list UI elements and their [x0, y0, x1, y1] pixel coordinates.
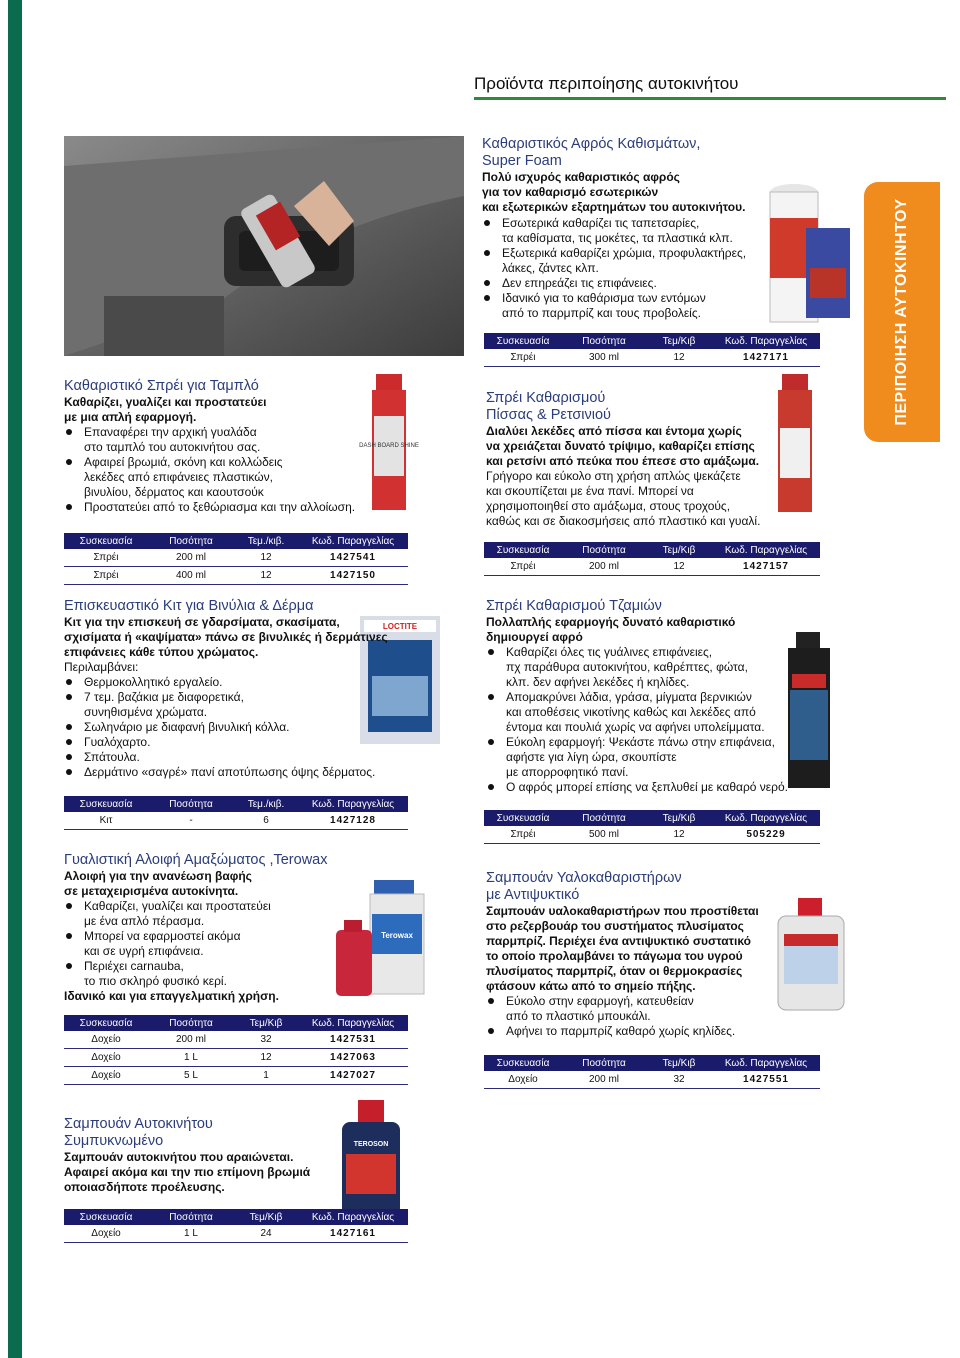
col-header: Συσκευασία	[64, 796, 148, 812]
col-header: Κωδ. Παραγγελίας	[712, 810, 820, 826]
bullet-line: και αποθέσεις νικοτίνης καθώς και λεκέδες από	[506, 705, 756, 719]
bullet-line: Επαναφέρει την αρχική γυαλάδα	[84, 425, 257, 439]
col-header: Κωδ. Παραγγελίας	[712, 333, 820, 349]
bullet-line: 7 τεμ. βαζάκια με διαφορετικά,	[84, 690, 244, 704]
bullet-item	[486, 994, 786, 1024]
table-header	[484, 542, 820, 558]
washer-desc-6: φτάσουν κάτω από το σημείο πήξης.	[486, 979, 696, 993]
tar-spray-section	[486, 390, 776, 529]
bullet-line: έντομα και πουλιά χωρίς να αφήνει υπολείμματα.	[506, 720, 765, 734]
table-row	[484, 1071, 820, 1089]
col-header: Ποσότητα	[562, 542, 646, 558]
col-header: Τεμ/Κιβ	[646, 810, 712, 826]
polish-title: Γυαλιστική Αλοιφή Αμαξώματος ,Terowax	[64, 852, 328, 868]
left-margin-outer	[0, 0, 8, 1358]
col-header: Κωδ. Παραγγελίας	[712, 1055, 820, 1071]
shampoo-table	[64, 1209, 408, 1243]
bullet-line: Περιέχει carnauba,	[84, 959, 184, 973]
col-header: Κωδ. Παραγγελίας	[298, 1015, 408, 1031]
washer-table	[484, 1055, 820, 1089]
cell: 1	[234, 1067, 298, 1085]
col-header: Τεμ/Κιβ	[234, 1209, 298, 1225]
glass-spray-section	[486, 598, 806, 795]
cell: 1427531	[298, 1031, 408, 1049]
left-color-strip	[8, 0, 22, 1358]
bullet-item	[64, 765, 424, 780]
cell: 24	[234, 1225, 298, 1243]
repair-desc-2: σχισίματα ή «καψίματα» πάνω σε βινυλικές ή δερμάτινες	[64, 630, 388, 644]
bullet-line: Ιδανικό για το καθάρισμα των εντόμων	[502, 291, 706, 305]
bullet-line: Σωληνάριο με διαφανή βινυλική κόλλα.	[84, 720, 290, 734]
bullet-line: στο ταμπλό του αυτοκινήτου σας.	[84, 440, 261, 454]
dashboard-photo	[64, 136, 464, 356]
bullet-line: Αφήνει το παρμπρίζ καθαρό χωρίς κηλίδες.	[506, 1024, 736, 1038]
bullet-item	[486, 645, 806, 690]
bullet-line: τα καθίσματα, τις μοκέτες, τα πλαστικά κλπ.	[502, 231, 733, 245]
table-row	[484, 558, 820, 576]
cell: Δοχείο	[64, 1031, 148, 1049]
cell: Σπρέι	[64, 549, 148, 567]
polish-desc-1: Αλοιφή για την ανανέωση βαφής	[64, 869, 252, 883]
table-row	[64, 812, 408, 830]
table-row	[64, 1049, 408, 1067]
shampoo-desc-2: Αφαιρεί ακόμα και την πιο επίμονη βρωμιά	[64, 1165, 311, 1179]
repair-kit-title: Επισκευαστικό Κιτ για Βινύλια & Δέρμα	[64, 598, 314, 614]
tar-spray-title: Σπρέι Καθαρισμού	[486, 390, 606, 406]
bullet-line: με ένα απλό πέρασμα.	[84, 914, 205, 928]
tar-spray-table	[484, 542, 820, 576]
tar-body-3: χρησιμοποιηθεί στο αμάξωμα, στους τροχούς,	[486, 499, 731, 513]
repair-kit-section	[64, 598, 424, 780]
cell: 12	[646, 558, 712, 576]
cell: Σπρέι	[484, 558, 562, 576]
bullet-line: Εξωτερικά καθαρίζει χρώμια, προφυλακτήρες,	[502, 246, 747, 260]
cell: 12	[234, 549, 298, 567]
table-header	[484, 1055, 820, 1071]
side-banner-text: ΠΕΡΙΠΟΙΗΣΗ ΑΥΤΟΚΙΝΗΤΟΥ	[893, 198, 910, 426]
cell: 300 ml	[562, 349, 646, 367]
bullet-item	[64, 735, 424, 750]
bullet-line: με απορροφητικό πανί.	[506, 765, 629, 779]
dashboard-spray-section	[64, 378, 364, 515]
repair-brand: LOCTITE	[382, 622, 418, 631]
cell: 200 ml	[562, 558, 646, 576]
bullet-line: αφήστε για λίγη ώρα, σκουπίστε	[506, 750, 677, 764]
table-row	[64, 1225, 408, 1243]
cell: 5 L	[148, 1067, 234, 1085]
bullet-line: βινυλίου, δέρματος και καουτσούκ	[84, 485, 264, 499]
cell: 32	[646, 1071, 712, 1089]
repair-kit-table	[64, 796, 408, 830]
bullet-item	[486, 1024, 786, 1039]
repair-desc-1: Κιτ για την επισκευή σε γδαρσίματα, σκασίματα,	[64, 615, 340, 629]
col-header: Συσκευασία	[484, 1055, 562, 1071]
title-rule	[474, 97, 946, 100]
bullet-line: Δεν επηρεάζει τις επιφάνειες.	[502, 276, 657, 290]
dashboard-bullets	[64, 425, 364, 515]
col-header: Τεμ./κιβ.	[234, 796, 298, 812]
dashboard-spray-can	[359, 372, 419, 512]
bullet-line: λεκέδες από επιφάνειες πλαστικών,	[84, 470, 273, 484]
bullet-line: Αφαιρεί βρωμιά, σκόνη και κολλώδεις	[84, 455, 283, 469]
tar-desc-3: και ρετσίνι από πεύκα που έπεσε στο αμάξωμα.	[486, 454, 760, 468]
dashboard-desc-1: Καθαρίζει, γυαλίζει και προστατεύει	[64, 395, 267, 409]
shampoo-title: Σαμπουάν Αυτοκινήτου	[64, 1116, 213, 1132]
glass-bullets	[486, 645, 806, 795]
col-header: Κωδ. Παραγγελίας	[298, 533, 408, 549]
cell: Δοχείο	[64, 1067, 148, 1085]
shampoo-section	[64, 1116, 344, 1195]
polish-section	[64, 852, 394, 1004]
bullet-line: Απομακρύνει λάδια, γράσα, μίγματα βερνικιών	[506, 690, 752, 704]
col-header: Ποσότητα	[562, 1055, 646, 1071]
table-row	[64, 1067, 408, 1085]
bullet-item	[64, 899, 394, 929]
bullet-item	[64, 675, 424, 690]
bullet-line: πχ παράθυρα αυτοκινήτου, καθρέπτες, φώτα,	[506, 660, 748, 674]
shampoo-subtitle: Συμπυκνωμένο	[64, 1133, 164, 1149]
bullet-line: Θερμοκολλητικό εργαλείο.	[84, 675, 223, 689]
bullet-line: λάκες, ζάντες κλπ.	[502, 261, 599, 275]
bullet-item	[482, 246, 772, 276]
dashboard-desc-2: με μια απλή εφαρμογή.	[64, 410, 197, 424]
col-header: Ποσότητα	[148, 533, 234, 549]
tar-spray-can	[770, 372, 820, 514]
bullet-line: Δερμάτινο «σαγρέ» πανί αποτύπωσης όψης δέρματος.	[84, 765, 376, 779]
left-margin	[0, 0, 22, 1358]
polish-desc-2: σε μεταχειρισμένα αυτοκίνητα.	[64, 884, 239, 898]
bullet-item	[64, 690, 424, 720]
washer-bullets	[486, 994, 786, 1039]
tar-desc-1: Διαλύει λεκέδες από πίσσα και έντομα χωρίς	[486, 424, 742, 438]
seat-foam-desc-2: για τον καθαρισμό εσωτερικών	[482, 185, 659, 199]
seat-foam-title: Καθαριστικός Αφρός Καθισμάτων,	[482, 136, 701, 152]
col-header: Ποσότητα	[562, 810, 646, 826]
bullet-item	[64, 425, 364, 455]
seat-foam-desc-1: Πολύ ισχυρός καθαριστικός αφρός	[482, 170, 680, 184]
tar-spray-subtitle: Πίσσας & Ρετσινιού	[486, 407, 611, 423]
col-header: Συσκευασία	[64, 1209, 148, 1225]
bullet-line: Καθαρίζει όλες τις γυάλινες επιφάνειες,	[506, 645, 713, 659]
cell: 6	[234, 812, 298, 830]
table-header	[64, 1209, 408, 1225]
bullet-item	[486, 690, 806, 735]
seat-foam-bullets	[482, 216, 772, 321]
cell: 1427063	[298, 1049, 408, 1067]
bullet-item	[486, 780, 806, 795]
bullet-item	[486, 735, 806, 780]
col-header: Τεμ/Κιβ	[234, 1015, 298, 1031]
cell: 200 ml	[148, 1031, 234, 1049]
bullet-line: από το πλαστικό μπουκάλι.	[506, 1009, 651, 1023]
bullet-item	[482, 291, 772, 321]
seat-foam-section	[482, 136, 772, 321]
polish-table	[64, 1015, 408, 1085]
tar-body-2: και σκουπίζεται με ένα πανί. Μπορεί να	[486, 484, 694, 498]
table-row	[64, 567, 408, 585]
bullet-item	[64, 959, 394, 989]
col-header: Συσκευασία	[64, 533, 148, 549]
bullet-item	[64, 929, 394, 959]
dashboard-spray-table	[64, 533, 408, 585]
table-header	[484, 810, 820, 826]
bullet-line: Εύκολη εφαρμογή: Ψεκάστε πάνω στην επιφάνεια,	[506, 735, 775, 749]
cell: 12	[234, 567, 298, 585]
table-row	[64, 549, 408, 567]
cell: Σπρέι	[484, 349, 562, 367]
seat-foam-desc-3: και εξωτερικών εξαρτημάτων του αυτοκινήτου.	[482, 200, 746, 214]
cell: 1427551	[712, 1071, 820, 1089]
repair-bullets	[64, 675, 424, 780]
page-title: Προϊόντα περιποίησης αυτοκινήτου	[474, 74, 739, 93]
table-header	[64, 533, 408, 549]
teroson-label: TEROSON	[353, 1141, 389, 1148]
bullet-item	[482, 216, 772, 246]
col-header: Ποσότητα	[148, 1209, 234, 1225]
cell: Δοχείο	[484, 1071, 562, 1089]
col-header: Κωδ. Παραγγελίας	[298, 1209, 408, 1225]
cell: 400 ml	[148, 567, 234, 585]
col-header: Συσκευασία	[484, 810, 562, 826]
table-row	[484, 826, 820, 844]
shampoo-desc-1: Σαμπουάν αυτοκινήτου που αραιώνεται.	[64, 1150, 294, 1164]
col-header: Τεμ/Κιβ	[646, 542, 712, 558]
bullet-line: Σπάτουλα.	[84, 750, 140, 764]
bullet-line: Εύκολο στην εφαρμογή, κατευθείαν	[506, 994, 694, 1008]
washer-section	[486, 870, 786, 1039]
cell: 1 L	[148, 1049, 234, 1067]
repair-includes: Περιλαμβάνει:	[64, 660, 139, 674]
col-header: Συσκευασία	[484, 333, 562, 349]
bullet-line: συνηθισμένα χρώματα.	[84, 705, 208, 719]
washer-desc-2: στο ρεζερβουάρ του συστήματος πλυσίματος	[486, 919, 744, 933]
bullet-item	[64, 720, 424, 735]
col-header: Συσκευασία	[484, 542, 562, 558]
washer-desc-4: το οποίο προλαμβάνει το πάγωμα του υγρού	[486, 949, 743, 963]
seat-foam-subtitle: Super Foam	[482, 153, 562, 169]
bullet-item	[64, 500, 364, 515]
cell: 200 ml	[148, 549, 234, 567]
bullet-line: Μπορεί να εφαρμοστεί ακόμα	[84, 929, 241, 943]
seat-foam-table	[484, 333, 820, 367]
cell: -	[148, 812, 234, 830]
cell: 1427541	[298, 549, 408, 567]
cell: 12	[646, 826, 712, 844]
table-header	[484, 333, 820, 349]
glass-spray-title: Σπρέι Καθαρισμού Τζαμιών	[486, 598, 662, 614]
col-header: Κωδ. Παραγγελίας	[298, 796, 408, 812]
col-header: Ποσότητα	[148, 796, 234, 812]
cell: 1427128	[298, 812, 408, 830]
cell: 1427150	[298, 567, 408, 585]
col-header: Τεμ/Κιβ	[646, 333, 712, 349]
bullet-line: το πιο σκληρό φυσικό κερί.	[84, 974, 227, 988]
table-header	[64, 1015, 408, 1031]
cell: 1427171	[712, 349, 820, 367]
dash-can-label: DASH BOARD SHINE	[359, 443, 419, 449]
cell: 500 ml	[562, 826, 646, 844]
terowax-label: Terowax	[381, 931, 413, 940]
cell: 505229	[712, 826, 820, 844]
glass-spray-table	[484, 810, 820, 844]
tar-body-4: καθώς και σε διακοσμήσεις από πλαστικό και γυαλί.	[486, 514, 761, 528]
bullet-line: από το παρμπρίζ και τους προβολείς.	[502, 306, 701, 320]
cell: 200 ml	[562, 1071, 646, 1089]
cell: 1427161	[298, 1225, 408, 1243]
polish-footer: Ιδανικό και για επαγγελματική χρήση.	[64, 989, 279, 1003]
cell: Σπρέι	[64, 567, 148, 585]
glass-desc-2: δημιουργεί αφρό	[486, 630, 583, 644]
shampoo-desc-3: οποιασδήποτε προέλευσης.	[64, 1180, 225, 1194]
bullet-line: Εσωτερικά καθαρίζει τις ταπετσαρίες,	[502, 216, 700, 230]
washer-desc-5: πλυσίματος παρμπρίζ, όταν οι θερμοκρασίες	[486, 964, 743, 978]
col-header: Ποσότητα	[148, 1015, 234, 1031]
table-row	[64, 1031, 408, 1049]
bullet-line: και σε υγρή επιφάνεια.	[84, 944, 204, 958]
washer-desc-1: Σαμπουάν υαλοκαθαριστήρων που προστίθεται	[486, 904, 759, 918]
washer-title: Σαμπουάν Υαλοκαθαριστήρων	[486, 870, 682, 886]
bullet-item	[482, 276, 772, 291]
washer-desc-3: παρμπρίζ. Περιέχει ένα αντιψυκτικό συστατικό	[486, 934, 751, 948]
cell: Σπρέι	[484, 826, 562, 844]
dashboard-spray-title: Καθαριστικό Σπρέι για Ταμπλό	[64, 378, 259, 394]
repair-desc-3: επιφάνειες κάθε τύπου χρώματος.	[64, 645, 259, 659]
bullet-line: Προστατεύει από το ξεθώριασμα και την αλλοίωση.	[84, 500, 356, 514]
cell: 1427157	[712, 558, 820, 576]
table-row	[484, 349, 820, 367]
side-banner	[864, 182, 940, 442]
cell: 12	[234, 1049, 298, 1067]
col-header: Τεμ./κιβ.	[234, 533, 298, 549]
bullet-line: Γυαλόχαρτο.	[84, 735, 151, 749]
bullet-line: Ο αφρός μπορεί επίσης να ξεπλυθεί με καθαρό νερό.	[506, 780, 788, 794]
glass-desc-1: Πολλαπλής εφαρμογής δυνατό καθαριστικό	[486, 615, 736, 629]
cell: Δοχείο	[64, 1049, 148, 1067]
col-header: Τεμ/Κιβ	[646, 1055, 712, 1071]
col-header: Κωδ. Παραγγελίας	[712, 542, 820, 558]
col-header: Συσκευασία	[64, 1015, 148, 1031]
bullet-line: Καθαρίζει, γυαλίζει και προστατεύει	[84, 899, 271, 913]
bullet-line: κλπ. δεν αφήνει λεκέδες ή κηλίδες.	[506, 675, 690, 689]
col-header: Ποσότητα	[562, 333, 646, 349]
cell: 12	[646, 349, 712, 367]
cell: Δοχείο	[64, 1225, 148, 1243]
cell: Κιτ	[64, 812, 148, 830]
bullet-item	[64, 750, 424, 765]
cell: 1 L	[148, 1225, 234, 1243]
cell: 1427027	[298, 1067, 408, 1085]
table-header	[64, 796, 408, 812]
tar-body-1: Γρήγορο και εύκολο στη χρήση απλώς ψεκάζετε	[486, 469, 741, 483]
cell: 32	[234, 1031, 298, 1049]
bullet-item	[64, 455, 364, 500]
polish-bullets	[64, 899, 394, 989]
washer-subtitle: με Αντιψυκτικό	[486, 887, 580, 903]
tar-desc-2: να χρειάζεται δυνατό τρίψιμο, καθαρίζει επίσης	[486, 439, 755, 453]
